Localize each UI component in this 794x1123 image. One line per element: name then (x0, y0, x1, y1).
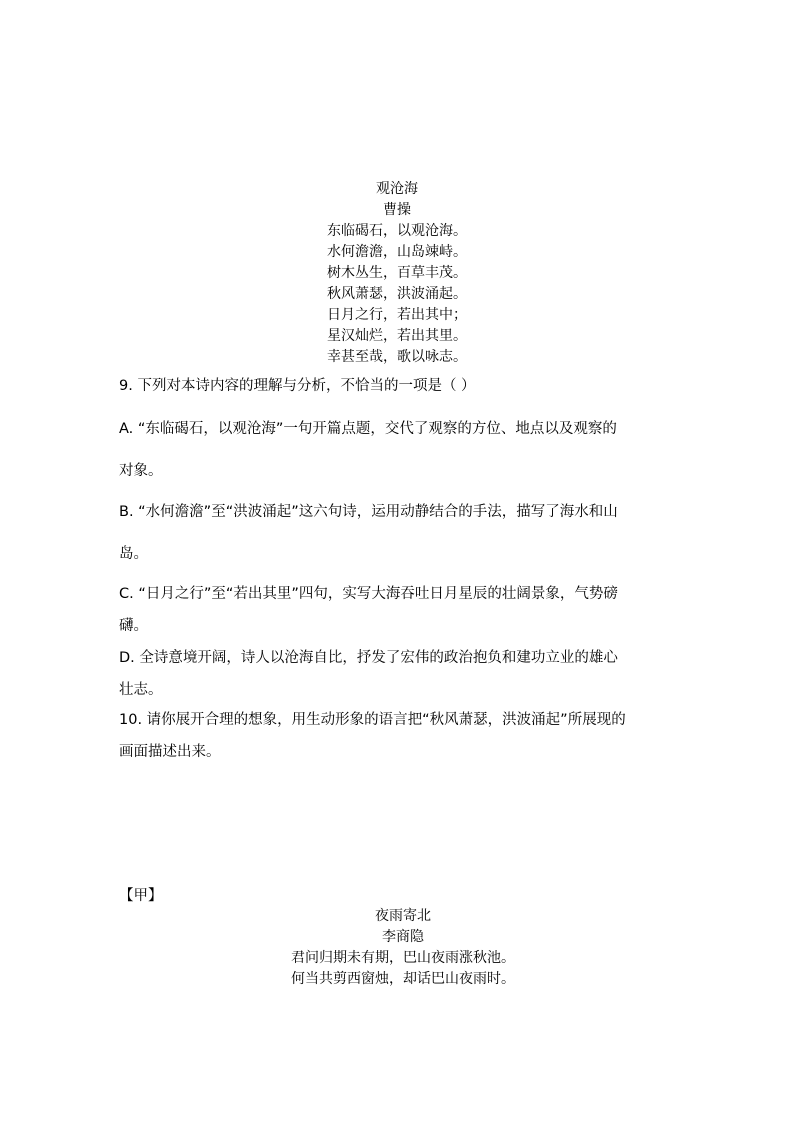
poem-guan-cang-hai (0, 179, 794, 368)
poem-author: 李商隐 (382, 929, 424, 945)
question-9-option-b-line2: 岛。 (119, 546, 148, 562)
poem-line: 东临碣石，以观沧海。 (327, 223, 467, 239)
question-9-stem: 9. 下列对本诗内容的理解与分析，不恰当的一项是（ ） (119, 378, 476, 394)
question-9-option-d-line1: D. 全诗意境开阔，诗人以沧海自比，抒发了宏伟的政治抱负和建功立业的雄心 (119, 650, 618, 666)
question-9-option-a-line1: A. “东临碣石，以观沧海”一句开篇点题，交代了观察的方位、地点以及观察的 (119, 421, 617, 437)
poem-ye-yu-ji-bei (6, 906, 794, 990)
question-10-line1: 10. 请你展开合理的想象，用生动形象的语言把“秋风萧瑟，洪波涌起”所展现的 (119, 712, 626, 728)
poem-line: 幸甚至哉，歌以咏志。 (327, 349, 467, 365)
poem-line: 树木丛生，百草丰茂。 (327, 265, 467, 281)
poem-line: 秋风萧瑟，洪波涌起。 (327, 286, 467, 302)
poem-title: 夜雨寄北 (375, 908, 431, 924)
poem-line: 何当共剪西窗烛，却话巴山夜雨时。 (291, 971, 515, 987)
poem-title: 观沧海 (376, 181, 418, 197)
poem-line: 君问归期未有期，巴山夜雨涨秋池。 (291, 950, 515, 966)
question-9-option-c-line1: C. “日月之行”至“若出其里”四句，实写大海吞吐日月星辰的壮阔景象，气势磅 (119, 586, 618, 602)
question-10-line2: 画面描述出来。 (119, 744, 221, 760)
poem-line: 水何澹澹，山岛竦峙。 (327, 244, 467, 260)
poem-line: 星汉灿烂，若出其里。 (327, 328, 467, 344)
section-marker-jia: 【甲】 (119, 888, 163, 904)
poem-author: 曹操 (383, 202, 411, 218)
question-9-option-a-line2: 对象。 (119, 463, 163, 479)
question-9-option-c-line2: 礴。 (119, 618, 148, 634)
poem-line: 日月之行，若出其中； (327, 307, 467, 323)
question-9-option-b-line1: B. “水何澹澹”至“洪波涌起”这六句诗，运用动静结合的手法，描写了海水和山 (119, 504, 618, 520)
question-9-option-d-line2: 壮志。 (119, 682, 163, 698)
